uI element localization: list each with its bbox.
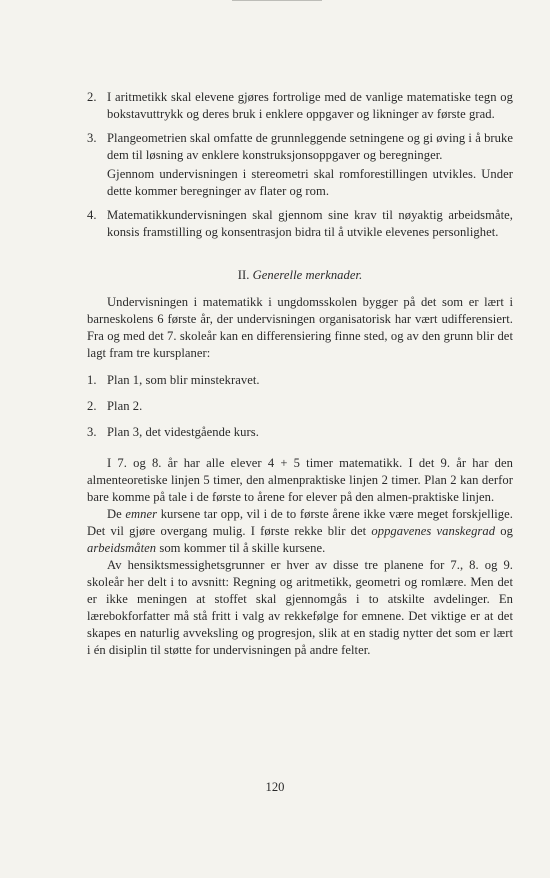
section-title: Generelle merknader. [252,268,363,282]
plan-list [87,372,513,441]
emner-paragraph [87,506,513,557]
item-continuation-text: Gjennom undervisningen i stereometri skal romforestillingen utvikles. Under dette kommer beregninger av flater og rom. [107,167,513,198]
list-item [87,207,513,241]
final-paragraph: Av hensiktsmessighetsgrunner er hver av disse tre planene for 7., 8. og 9. skoleår her delt i to avsnitt: Regning og aritmetikk, geometri og romlære. Men det er ikke meningen at stoffet skal gjennomgås i to atskilte avdelinger. En lærebokforfatter må stå fritt i valg av rekkefølge for emnene. Det viktige er at det skapes en naturlig avveksling og progresjon, slik at en stadig nytter det som er lært i én disiplin til støtte for undervisningen på andre felter. [87,558,513,657]
section-numeral: II. [237,268,250,282]
arbeidsmaaten-emphasis: arbeidsmåten [87,541,157,555]
item-number: 2. [87,90,97,104]
list-item [87,89,513,123]
emner-text-before: De [107,507,126,521]
intro-paragraph: Undervisningen i matematikk i ungdomsskolen bygger på det som er lært i barneskolens 6 første år, der undervisningen organisatorisk har vært udifferensiert. Fra og med det 7. skoleår kan en differensiering finne sted, og av den grunn blir det lagt fram tre kursplaner: [87,295,513,360]
page-content [87,89,513,659]
emner-emphasis: emner [125,507,158,521]
plan-text: Plan 1, som blir minstekravet. [107,373,260,387]
item-text: I aritmetikk skal elevene gjøres fortrolige med de vanlige matematiske tegn og bokstavuttrykk og deres bruk i enklere oppgaver og likninger av første grad. [107,90,513,121]
list-item [87,130,513,200]
emner-text-and: og [495,524,513,538]
emner-text-after: som kommer til å skille kursene. [156,541,326,555]
plan-number: 2. [87,399,97,413]
page-number: 120 [265,780,285,794]
plan-item [87,372,513,389]
plan-number: 1. [87,373,97,387]
plan-text: Plan 2. [107,399,143,413]
vanskegrad-emphasis: oppgavenes vanskegrad [371,524,496,538]
item-text: Plangeometrien skal omfatte de grunnleggende setningene og gi øving i å bruke dem til løsning av enklere konstruksjonsoppgaver og beregninger. [107,131,513,162]
section-heading [87,267,513,284]
plan-text: Plan 3, det videstgående kurs. [107,425,259,439]
plan-number: 3. [87,425,97,439]
item-number: 3. [87,131,97,145]
hours-paragraph: I 7. og 8. år har alle elever 4 + 5 timer matematikk. I det 9. år har den almenteoretiske linjen 5 timer, den almenpraktiske linjen 2 timer. Plan 2 kan derfor bare komme på tale i de første to årene for elever på den almen-praktiske linjen. [87,456,513,504]
top-edge-rule [232,0,322,1]
plan-item [87,424,513,441]
emner-text-middle: kursene tar opp, vil i de to første årene ikke være meget forskjellige. Det vil gjøre overgang mulig. I første rekke blir det [87,507,513,538]
item-number: 4. [87,208,97,222]
plan-item [87,398,513,415]
item-text: Matematikkundervisningen skal gjennom sine krav til nøyaktig arbeidsmåte, konsis framstilling og konsentrasjon bidra til å utvikle elevenes personlighet. [107,208,513,239]
